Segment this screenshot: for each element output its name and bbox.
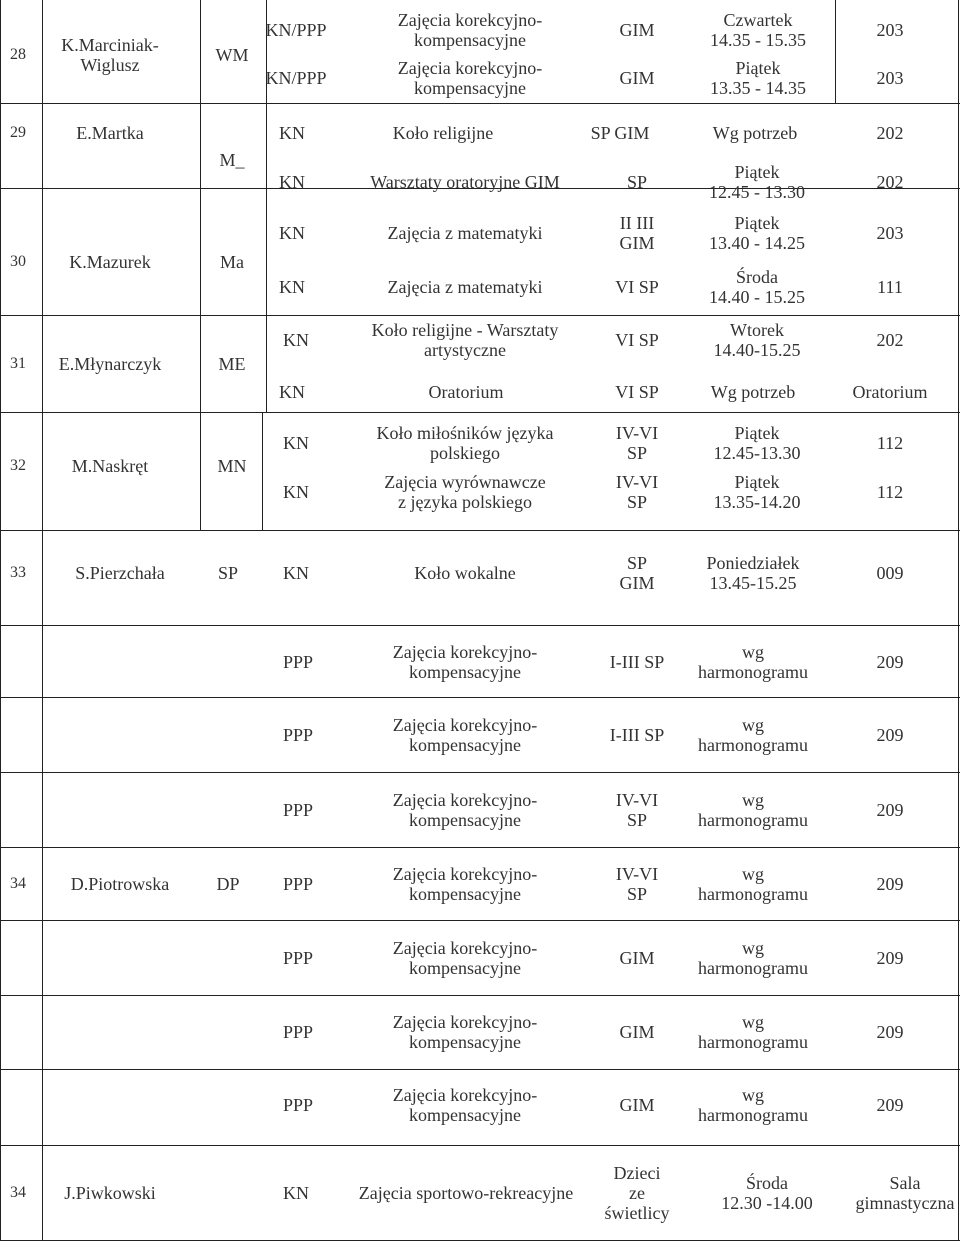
class-type — [283, 652, 313, 672]
teacher-name — [59, 354, 161, 374]
class-name-line: Zajęcia korekcyjno- — [392, 1085, 538, 1105]
table-border — [0, 103, 960, 104]
class-group-line: GIM — [619, 948, 655, 968]
class-type — [265, 20, 326, 40]
class-group — [610, 652, 665, 672]
table-border — [835, 0, 836, 103]
class-name-line: Zajęcia korekcyjno- — [392, 938, 538, 958]
table-border — [0, 412, 960, 413]
class-name-line: kompensacyjne — [409, 958, 521, 978]
table-border — [0, 847, 960, 848]
class-room-line: 009 — [876, 563, 904, 583]
teacher-abbr — [219, 354, 246, 374]
class-room — [877, 725, 904, 745]
row-number-line: 28 — [10, 46, 26, 63]
class-group-line: GIM — [619, 1022, 655, 1042]
class-room-line: gimnastyczna — [855, 1193, 955, 1213]
class-group-line: VI SP — [615, 277, 659, 297]
class-group-line: IV-VI — [615, 790, 659, 810]
table-border — [200, 0, 201, 530]
teacher-abbr — [216, 874, 239, 894]
class-type-line: PPP — [282, 725, 314, 745]
teacher-name-line: E.Martka — [76, 123, 144, 143]
row-number — [10, 123, 26, 143]
class-group-line: Dzieci — [613, 1163, 661, 1183]
class-time — [698, 1012, 808, 1052]
table-border — [0, 1240, 960, 1241]
class-room-line: 209 — [876, 725, 904, 745]
class-type-line: KN — [279, 277, 305, 297]
table-border — [0, 1145, 960, 1146]
class-type-line: KN — [283, 482, 309, 502]
class-name — [388, 277, 543, 297]
teacher-abbr — [217, 456, 246, 476]
table-border — [0, 315, 960, 316]
class-time-line: Wg potrzeb — [712, 123, 798, 143]
class-type — [283, 725, 313, 745]
class-group-line: SP — [626, 443, 648, 463]
teacher-abbr-line: SP — [217, 563, 239, 583]
teacher-name-line: D.Piotrowska — [70, 874, 170, 894]
class-name — [393, 123, 493, 143]
class-time-line: Piątek — [735, 58, 781, 78]
row-number — [10, 874, 26, 894]
class-name-line: Zajęcia korekcyjno- — [397, 10, 543, 30]
class-time-line: harmonogramu — [698, 662, 808, 682]
class-type — [283, 563, 309, 583]
class-name — [384, 472, 545, 512]
teacher-name — [64, 1183, 156, 1203]
teacher-abbr-line: M_ — [219, 150, 245, 170]
class-group — [615, 382, 659, 402]
class-time — [698, 864, 808, 904]
class-type-line: PPP — [282, 1095, 314, 1115]
class-time-line: 14.35 - 15.35 — [710, 30, 806, 50]
class-time-line: 12.45 - 13.30 — [709, 182, 805, 202]
class-group-line: IV-VI — [615, 423, 659, 443]
class-time — [709, 213, 805, 253]
class-room — [877, 482, 903, 502]
class-name-line: kompensacyjne — [409, 810, 521, 830]
class-time-line: Środa — [736, 267, 778, 287]
class-name — [393, 1085, 537, 1125]
class-room-line: 203 — [876, 20, 904, 40]
class-name-line: Oratorium — [428, 382, 504, 402]
class-group-line: świetlicy — [604, 1203, 670, 1223]
class-group-line: GIM — [619, 233, 655, 253]
table-border — [0, 530, 960, 531]
class-name-line: kompensacyjne — [409, 662, 521, 682]
class-name-line: Koło wokalne — [414, 563, 516, 583]
class-type-line: KN/PPP — [265, 20, 327, 40]
teacher-abbr-line: MN — [217, 456, 247, 476]
class-time — [711, 382, 795, 402]
class-type — [279, 223, 305, 243]
class-name-line: Koło religijne — [392, 123, 494, 143]
class-time-line: wg — [742, 864, 764, 884]
teacher-name — [75, 563, 164, 583]
class-time-line: Piątek — [734, 213, 780, 233]
class-name — [414, 563, 515, 583]
class-time-line: harmonogramu — [698, 1105, 808, 1125]
class-name — [359, 1183, 573, 1203]
class-type — [283, 1183, 309, 1203]
row-number — [10, 1183, 26, 1203]
class-time-line: wg — [742, 642, 764, 662]
class-type-line: PPP — [282, 652, 314, 672]
class-type — [279, 123, 305, 143]
teacher-name-line: K.Marciniak- — [61, 35, 159, 55]
class-name — [393, 642, 537, 682]
class-time-line: 12.45-13.30 — [713, 443, 801, 463]
row-number — [10, 45, 26, 65]
class-type-line: KN — [283, 330, 309, 350]
teacher-abbr — [216, 45, 249, 65]
class-time-line: wg — [742, 790, 764, 810]
class-time-line: Piątek — [734, 162, 780, 182]
class-type-line: PPP — [282, 874, 314, 894]
class-group — [627, 172, 647, 192]
class-time-line: 14.40-15.25 — [713, 340, 801, 360]
class-group — [615, 277, 659, 297]
table-border — [0, 995, 960, 996]
table-border — [262, 412, 263, 530]
class-room — [856, 1173, 955, 1213]
table-border — [266, 0, 267, 412]
class-group-line: GIM — [619, 1095, 655, 1115]
class-room — [853, 382, 928, 402]
class-name-line: kompensacyjne — [409, 884, 521, 904]
class-time — [714, 320, 801, 360]
class-time-line: 13.35 - 14.35 — [710, 78, 806, 98]
class-room — [877, 433, 903, 453]
class-type — [283, 800, 313, 820]
class-time — [721, 1173, 813, 1213]
class-time-line: Piątek — [734, 423, 780, 443]
class-group — [605, 1163, 670, 1223]
class-name — [429, 382, 504, 402]
class-name-line: Zajęcia z matematyki — [387, 277, 543, 297]
teacher-name — [69, 252, 150, 272]
class-group-line: SP — [626, 553, 648, 573]
class-room-line: 112 — [876, 433, 904, 453]
class-time — [698, 715, 808, 755]
class-group — [616, 864, 658, 904]
row-number-line: 34 — [10, 1184, 26, 1201]
class-name-line: Zajęcia korekcyjno- — [392, 715, 538, 735]
table-border — [958, 0, 959, 1240]
class-type — [283, 1095, 313, 1115]
class-type — [283, 330, 309, 350]
class-time-line: Środa — [746, 1173, 788, 1193]
teacher-abbr — [220, 252, 244, 272]
class-room-line: 203 — [876, 68, 904, 88]
teacher-abbr-line: DP — [216, 874, 240, 894]
table-border — [0, 920, 960, 921]
class-group-line: GIM — [619, 68, 655, 88]
class-group — [591, 123, 650, 143]
class-room-line: 203 — [876, 223, 904, 243]
class-room-line: 209 — [876, 652, 904, 672]
class-time — [698, 642, 808, 682]
class-name-line: Zajęcia korekcyjno- — [392, 864, 538, 884]
class-room — [877, 172, 904, 192]
class-room-line: 209 — [876, 1022, 904, 1042]
class-time — [710, 58, 806, 98]
class-group — [616, 423, 658, 463]
class-type-line: KN — [279, 172, 305, 192]
class-name — [393, 715, 537, 755]
class-group — [610, 725, 665, 745]
class-name-line: kompensacyjne — [414, 30, 526, 50]
teacher-abbr-line: WM — [215, 45, 249, 65]
class-time-line: harmonogramu — [698, 735, 808, 755]
class-name — [393, 938, 537, 978]
class-room-line: 209 — [876, 948, 904, 968]
class-room-line: Sala — [889, 1173, 921, 1193]
class-room-line: 112 — [876, 482, 904, 502]
table-border — [0, 0, 1, 1240]
class-group — [616, 790, 658, 830]
class-room — [877, 1095, 904, 1115]
class-room — [877, 800, 904, 820]
class-time-line: 14.40 - 15.25 — [709, 287, 805, 307]
class-room-line: 209 — [876, 1095, 904, 1115]
row-number — [10, 456, 26, 476]
teacher-name — [76, 123, 143, 143]
class-type-line: KN — [283, 563, 309, 583]
class-group-line: II III — [619, 213, 655, 233]
class-group-line: SP — [626, 492, 648, 512]
class-room — [877, 223, 904, 243]
class-type — [265, 68, 326, 88]
row-number-line: 31 — [10, 355, 26, 372]
class-time-line: harmonogramu — [698, 1032, 808, 1052]
row-number-line: 30 — [10, 253, 26, 270]
class-time — [707, 553, 800, 593]
class-name — [393, 790, 537, 830]
class-name-line: Koło miłośników języka — [376, 423, 554, 443]
row-number-line: 34 — [10, 875, 26, 892]
class-type-line: PPP — [282, 800, 314, 820]
class-type — [279, 382, 305, 402]
class-room — [877, 330, 904, 350]
class-group — [616, 472, 658, 512]
class-time-line: wg — [742, 938, 764, 958]
class-time — [698, 1085, 808, 1125]
class-group-line: GIM — [619, 20, 655, 40]
class-time-line: Poniedziałek — [706, 553, 800, 573]
class-name — [398, 58, 542, 98]
class-time — [713, 123, 797, 143]
class-name-line: kompensacyjne — [409, 1105, 521, 1125]
class-time — [714, 423, 801, 463]
class-time-line: Piątek — [734, 472, 780, 492]
class-type — [283, 1022, 313, 1042]
class-time — [714, 472, 801, 512]
teacher-abbr — [219, 150, 244, 170]
teacher-name-line: E.Młynarczyk — [58, 354, 162, 374]
class-time-line: Wtorek — [730, 320, 784, 340]
row-number-line: 29 — [10, 124, 26, 141]
class-time-line: Czwartek — [723, 10, 793, 30]
class-time-line: harmonogramu — [698, 958, 808, 978]
class-group — [615, 330, 659, 350]
class-room — [877, 123, 904, 143]
class-name-line: Zajęcia z matematyki — [387, 223, 543, 243]
class-group-line: IV-VI — [615, 864, 659, 884]
class-type — [279, 172, 305, 192]
teacher-name — [61, 35, 158, 75]
class-time-line: harmonogramu — [698, 810, 808, 830]
class-name — [388, 223, 543, 243]
class-time-line: Wg potrzeb — [710, 382, 796, 402]
class-name — [393, 864, 537, 904]
class-room-line: 209 — [876, 874, 904, 894]
class-name-line: Zajęcia korekcyjno- — [392, 790, 538, 810]
class-room-line: Oratorium — [852, 382, 928, 402]
class-room — [877, 277, 903, 297]
class-name — [370, 172, 559, 192]
class-room-line: 202 — [876, 330, 904, 350]
class-type-line: KN — [283, 433, 309, 453]
class-group — [620, 1095, 655, 1115]
table-border — [42, 0, 43, 1240]
class-group-line: SP — [626, 884, 648, 904]
class-group-line: GIM — [619, 573, 655, 593]
class-type — [283, 948, 313, 968]
teacher-name-line: S.Pierzchała — [75, 563, 165, 583]
row-number-line: 32 — [10, 457, 26, 474]
row-number — [10, 563, 26, 583]
teacher-name — [71, 874, 170, 894]
class-time — [710, 10, 806, 50]
class-room-line: 111 — [877, 277, 903, 297]
class-group-line: VI SP — [615, 330, 659, 350]
class-time — [698, 790, 808, 830]
class-name-line: kompensacyjne — [414, 78, 526, 98]
class-room — [877, 20, 904, 40]
class-name-line: Zajęcia wyrównawcze — [384, 472, 546, 492]
class-group — [620, 553, 655, 593]
class-name-line: artystyczne — [424, 340, 506, 360]
class-type-line: KN — [279, 382, 305, 402]
class-group — [620, 1022, 655, 1042]
class-time-line: 13.45-15.25 — [709, 573, 797, 593]
class-room-line: 209 — [876, 800, 904, 820]
class-name-line: Zajęcia korekcyjno- — [392, 1012, 538, 1032]
class-name-line: Zajęcia korekcyjno- — [397, 58, 543, 78]
class-type — [283, 482, 309, 502]
class-group — [620, 68, 655, 88]
class-room — [877, 652, 904, 672]
class-name-line: z języka polskiego — [398, 492, 532, 512]
class-name-line: Warsztaty oratoryjne GIM — [370, 172, 560, 192]
class-name — [393, 1012, 537, 1052]
table-border — [0, 772, 960, 773]
class-group — [620, 20, 655, 40]
class-group-line: IV-VI — [615, 472, 659, 492]
class-room — [877, 874, 904, 894]
teacher-name-line: J.Piwkowski — [64, 1183, 156, 1203]
class-time-line: 13.40 - 14.25 — [709, 233, 805, 253]
class-name-line: polskiego — [429, 443, 500, 463]
teacher-name-line: Wiglusz — [80, 55, 140, 75]
class-time-line: 12.30 -14.00 — [721, 1193, 813, 1213]
class-name-line: kompensacyjne — [409, 1032, 521, 1052]
class-name — [377, 423, 554, 463]
class-room — [877, 948, 904, 968]
class-type — [283, 433, 309, 453]
row-number-line: 33 — [10, 564, 26, 581]
class-group-line: SP GIM — [590, 123, 650, 143]
teacher-name — [72, 456, 148, 476]
teacher-name-line: M.Naskręt — [71, 456, 149, 476]
teacher-name-line: K.Mazurek — [69, 252, 151, 272]
class-name — [398, 10, 542, 50]
teacher-abbr — [218, 563, 238, 583]
class-name-line: kompensacyjne — [409, 735, 521, 755]
class-group — [620, 213, 655, 253]
table-border — [0, 697, 960, 698]
class-room — [877, 68, 904, 88]
class-time-line: wg — [742, 715, 764, 735]
class-time-line: wg — [742, 1085, 764, 1105]
row-number — [10, 252, 26, 272]
class-group-line: SP — [626, 172, 648, 192]
class-time — [709, 267, 805, 307]
class-group-line: I-III SP — [609, 725, 665, 745]
class-name-line: Zajęcia sportowo-rekreacyjne — [358, 1183, 574, 1203]
table-border — [0, 1069, 960, 1070]
class-time-line: 13.35-14.20 — [713, 492, 801, 512]
teacher-abbr-line: Ma — [220, 252, 244, 272]
class-type — [279, 277, 305, 297]
class-group — [620, 948, 655, 968]
class-group-line: ze — [629, 1183, 645, 1203]
class-type-line: KN/PPP — [265, 68, 327, 88]
class-name-line: Zajęcia korekcyjno- — [392, 642, 538, 662]
class-type-line: KN — [279, 123, 305, 143]
class-name — [372, 320, 559, 360]
class-room — [877, 1022, 904, 1042]
class-room-line: 202 — [876, 123, 904, 143]
class-type-line: PPP — [282, 948, 314, 968]
class-type-line: KN — [279, 223, 305, 243]
table-border — [0, 625, 960, 626]
class-type-line: KN — [283, 1183, 309, 1203]
class-type-line: PPP — [282, 1022, 314, 1042]
class-room-line: 202 — [876, 172, 904, 192]
class-time-line: harmonogramu — [698, 884, 808, 904]
class-time — [709, 162, 805, 202]
row-number — [10, 354, 26, 374]
teacher-abbr-line: ME — [218, 354, 246, 374]
class-group-line: SP — [626, 810, 648, 830]
class-room — [877, 563, 904, 583]
class-type — [283, 874, 313, 894]
class-time — [698, 938, 808, 978]
class-group-line: I-III SP — [609, 652, 665, 672]
class-group-line: VI SP — [615, 382, 659, 402]
class-time-line: wg — [742, 1012, 764, 1032]
class-name-line: Koło religijne - Warsztaty — [371, 320, 559, 340]
